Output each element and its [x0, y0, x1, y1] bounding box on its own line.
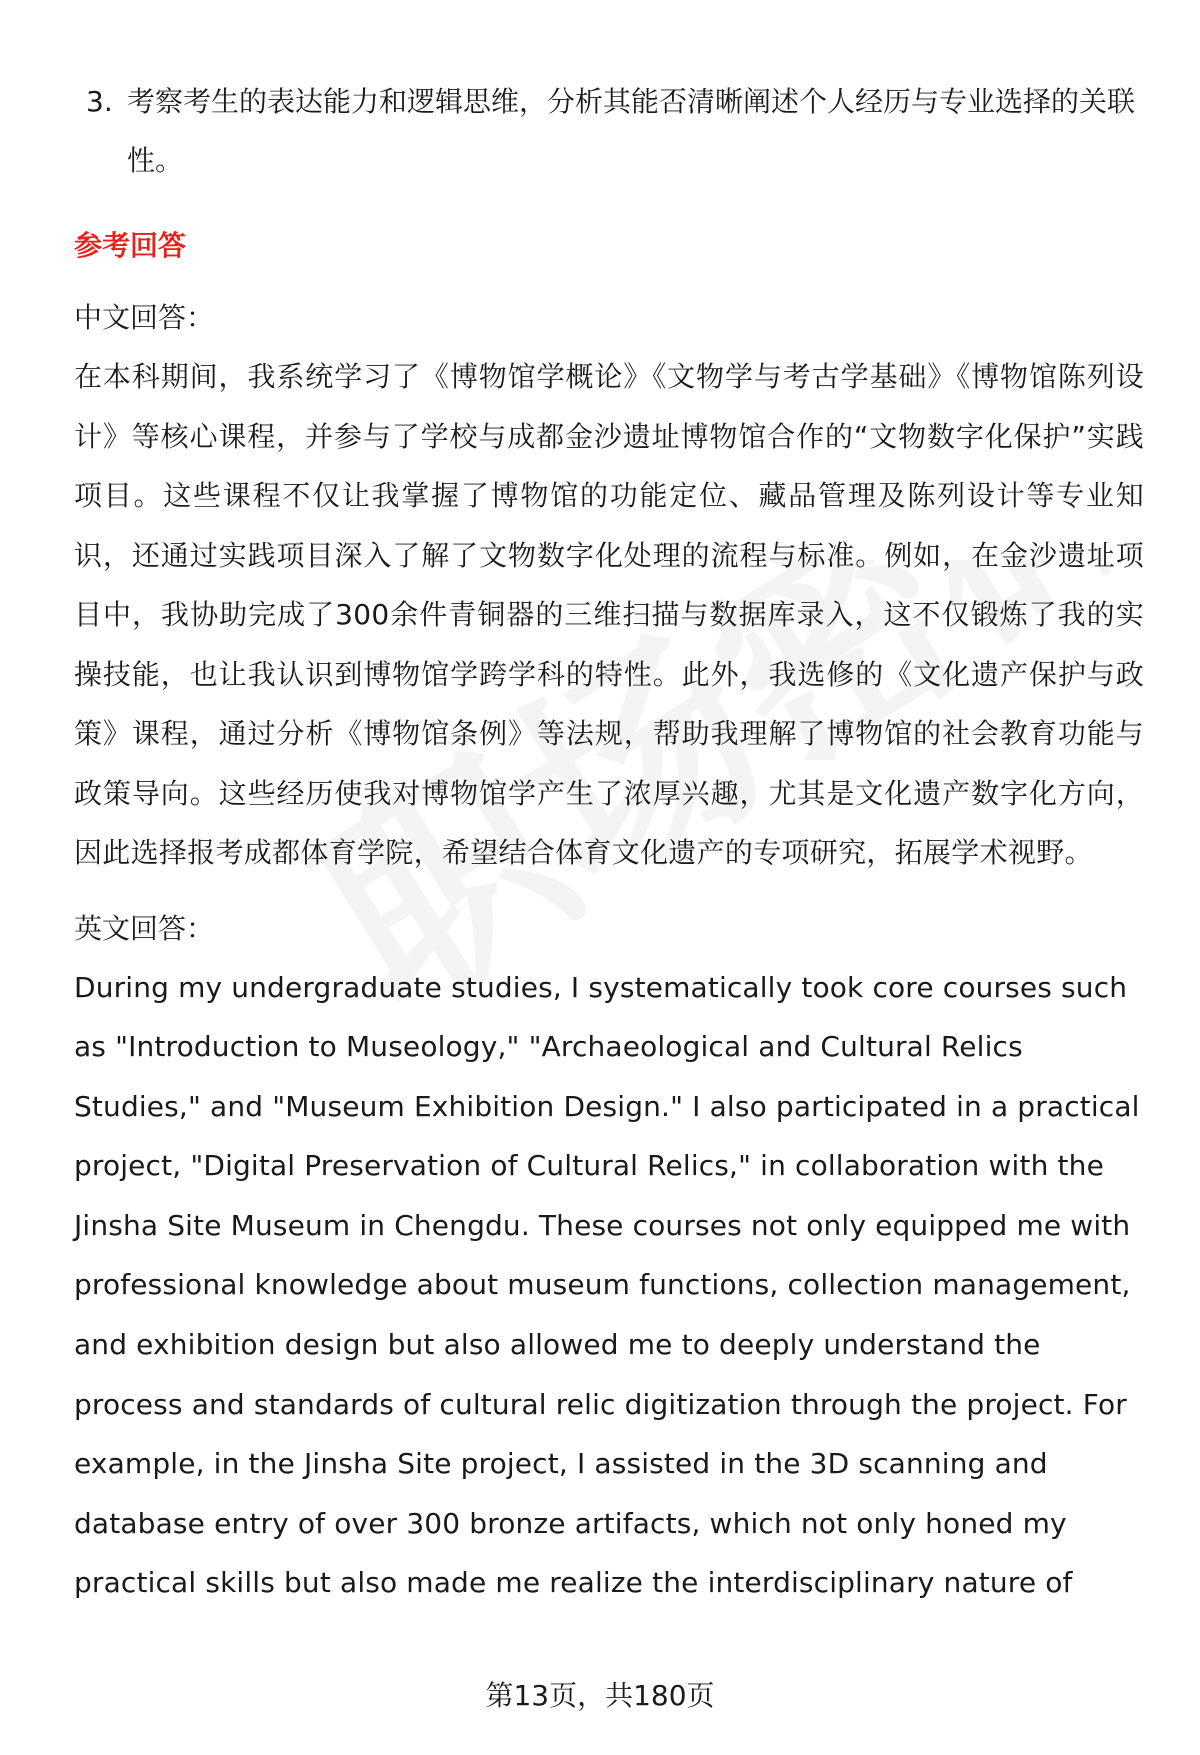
list-number: 3. — [86, 85, 113, 118]
list-item-3 — [74, 72, 1144, 190]
page-content — [74, 72, 1144, 1613]
page-footer — [0, 1676, 1200, 1716]
list-text: 考察考生的表达能力和逻辑思维，分析其能否清晰阐述个人经历与专业选择的关联性。 — [127, 85, 1136, 177]
page-number-text: 第13页，共180页 — [485, 1679, 715, 1712]
english-answer-label: 英文回答： — [74, 911, 215, 945]
reference-answer-heading: 参考回答 — [74, 229, 187, 262]
chinese-answer-body: 在本科期间，我系统学习了《博物馆学概论》《文物学与考古学基础》《博物馆陈列设计》等核心课程，并参与了学校与成都金沙遗址博物馆合作的“文物数字化保护”实践项目。这些课程不仅让我掌握了博物馆的功能定位、藏品管理及陈列设计等专业知识，还通过实践项目深入了解了文物数字化处理的流程与标准。例如，在金沙遗址项目中，我协助完成了300余件青铜器的三维扫描与数据库录入，这不仅锻炼了我的实操技能，也让我认识到博物馆学跨学科的特性。此外，我选修的《文化遗产保护与政策》课程，通过分析《博物馆条例》等法规，帮助我理解了博物馆的社会教育功能与政策导向。这些经历使我对博物馆学产生了浓厚兴趣，尤其是文化遗产数字化方向，因此选择报考成都体育学院，希望结合体育文化遗产的专项研究，拓展学术视野。 — [74, 360, 1144, 869]
english-answer-body: During my undergraduate studies, I systematically took core courses such as "Introduction to Museology," "Archaeological and Cultural Relics Studies," and "Museum Exhibition Design." I also participated in a practical project, "Digital Preservation of Cultural Relics," in collaboration with the Jinsha Site Museum in Chengdu. These courses not only equipped me with professional knowledge about museum functions, collection management, and exhibition design but also allowed me to deeply understand the process and standards of cultural relic digitization through the project. For example, in the Jinsha Site project, I assisted in the 3D scanning and database entry of over 300 bronze artifacts, which not only honed my practical skills but also made me realize the interdisciplinary nature of — [74, 970, 1140, 1600]
chinese-answer-label: 中文回答： — [74, 301, 215, 334]
